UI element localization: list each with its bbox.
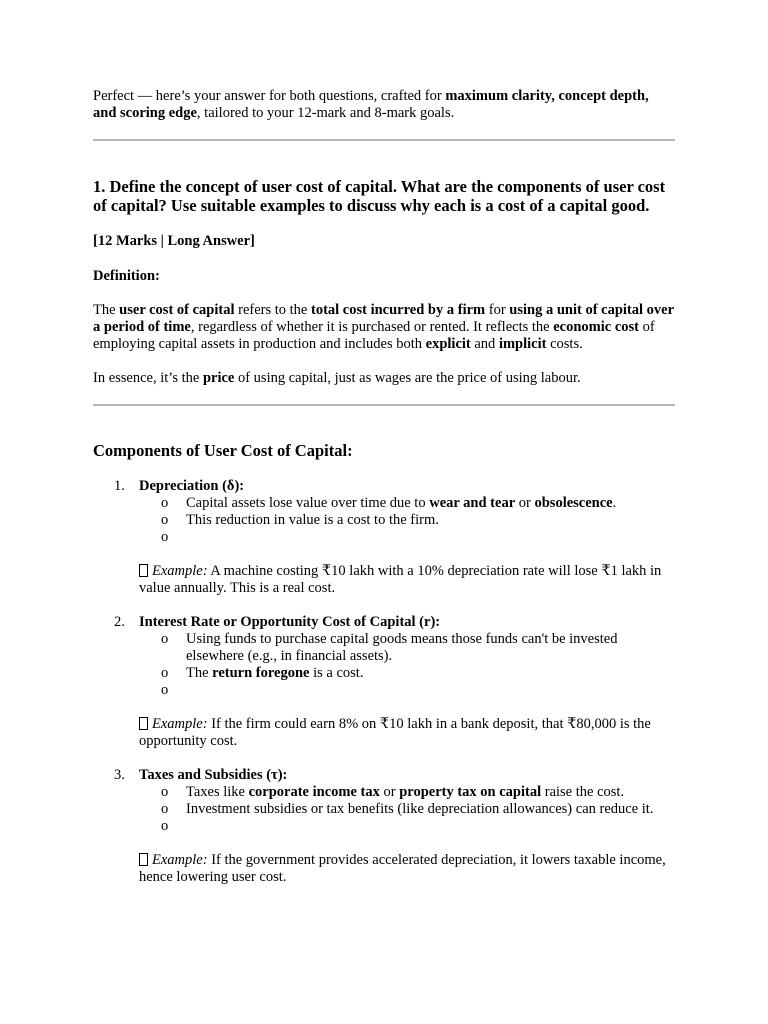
definition-paragraph [93, 302, 675, 353]
missing-glyph-icon [139, 853, 148, 866]
sub-list-item-empty [139, 818, 675, 835]
text-run: and [470, 336, 499, 352]
sub-list [139, 495, 675, 546]
intro-tail: , tailored to your 12-mark and 8-mark goals. [196, 105, 455, 121]
definition-heading-text: Definition: [93, 268, 160, 284]
intro-paragraph [93, 88, 675, 122]
sub-list-item [139, 801, 675, 818]
example-text: If the government provides accelerated depreciation, it lowers taxable income, hence lowering user cost. [139, 852, 666, 885]
missing-glyph-icon [139, 717, 148, 730]
bullet-marker: o [161, 665, 169, 681]
bullet-marker: o [161, 801, 169, 817]
bullet-marker: o [161, 682, 169, 698]
essence-paragraph [93, 370, 675, 387]
bullet-marker: o [161, 818, 169, 834]
component-item-depreciation [93, 478, 675, 597]
text-run: or [515, 495, 535, 511]
example-label: Example: [152, 852, 208, 868]
text-run: The [186, 665, 213, 681]
component-title: Taxes and Subsidies (τ): [139, 767, 288, 783]
example-text: If the firm could earn 8% on ₹10 lakh in a bank deposit, that ₹80,000 is the opportunity cost. [139, 716, 651, 749]
example-paragraph [139, 852, 675, 886]
component-item-taxes [93, 767, 675, 886]
missing-glyph-icon [139, 564, 148, 577]
bold-run: implicit [498, 336, 547, 352]
list-number: 2. [114, 614, 125, 630]
intro-emphasis: maximum clarity, concept depth, and scoring edge [93, 88, 649, 121]
component-item-interest-rate [93, 614, 675, 750]
bold-run: using a unit of capital over a period of time [93, 302, 674, 335]
intro-lead: Perfect — here’s your answer for both questions, crafted for [93, 88, 446, 104]
example-label: Example: [152, 716, 208, 732]
sub-list [139, 784, 675, 835]
bold-run: economic cost [553, 319, 639, 335]
sub-list-item [139, 512, 675, 529]
horizontal-rule [93, 404, 675, 406]
horizontal-rule [93, 139, 675, 141]
sub-list-item [139, 665, 675, 682]
bold-run: total cost incurred by a firm [311, 302, 486, 318]
text-run: In essence, it’s the [93, 370, 203, 386]
text-run: for [485, 302, 510, 318]
document-page [93, 88, 675, 903]
bold-run: obsolescence [534, 495, 613, 511]
marks-label [93, 233, 675, 250]
text-run: Using funds to purchase capital goods means those funds can't be invested elsewhere (e.g., in financial assets). [186, 631, 618, 664]
text-run: is a cost. [309, 665, 364, 681]
sub-list [139, 631, 675, 699]
text-run: The [93, 302, 120, 318]
bold-run: user cost of capital [119, 302, 235, 318]
text-run: Investment subsidies or tax benefits (like depreciation allowances) can reduce it. [186, 801, 654, 817]
component-title: Depreciation (δ): [139, 478, 245, 494]
example-label: Example: [152, 563, 208, 579]
bold-run: return foregone [212, 665, 310, 681]
definition-heading [93, 268, 675, 285]
bullet-marker: o [161, 784, 169, 800]
text-run: costs. [546, 336, 583, 352]
sub-list-item [139, 631, 675, 665]
components-heading: Components of User Cost of Capital: [93, 441, 353, 460]
text-run: , regardless of whether it is purchased or rented. It reflects the [190, 319, 554, 335]
text-run: Taxes like [186, 784, 249, 800]
bold-run: property tax on capital [399, 784, 542, 800]
bullet-marker: o [161, 631, 169, 647]
bullet-marker: o [161, 529, 169, 545]
text-run: or [379, 784, 400, 800]
text-run: of using capital, just as wages are the price of using labour. [234, 370, 581, 386]
text-run: raise the cost. [541, 784, 625, 800]
bullet-marker: o [161, 495, 169, 511]
list-number: 3. [114, 767, 125, 783]
component-title: Interest Rate or Opportunity Cost of Capital (r): [139, 614, 441, 630]
example-paragraph [139, 563, 675, 597]
question-title: 1. Define the concept of user cost of capital. What are the components of user cost of capital? Use suitable examples to discuss why each is a cost of a capital good. [93, 177, 666, 215]
text-run: Capital assets lose value over time due to [186, 495, 430, 511]
text-run: This reduction in value is a cost to the firm. [186, 512, 439, 528]
sub-list-item [139, 784, 675, 801]
bullet-marker: o [161, 512, 169, 528]
bold-run: corporate income tax [248, 784, 380, 800]
bold-run: price [202, 370, 235, 386]
list-number: 1. [114, 478, 125, 494]
bold-run: explicit [425, 336, 471, 352]
components-list [93, 478, 675, 886]
sub-list-item-empty [139, 682, 675, 699]
sub-list-item [139, 495, 675, 512]
example-paragraph [139, 716, 675, 750]
bold-run: wear and tear [429, 495, 516, 511]
marks-text: [12 Marks | Long Answer] [93, 233, 255, 249]
text-run: . [612, 495, 617, 511]
example-text: A machine costing ₹10 lakh with a 10% depreciation rate will lose ₹1 lakh in value annually. This is a real cost. [139, 563, 662, 596]
sub-list-item-empty [139, 529, 675, 546]
text-run: of employing capital assets in production and includes both [93, 319, 655, 352]
text-run: refers to the [234, 302, 311, 318]
